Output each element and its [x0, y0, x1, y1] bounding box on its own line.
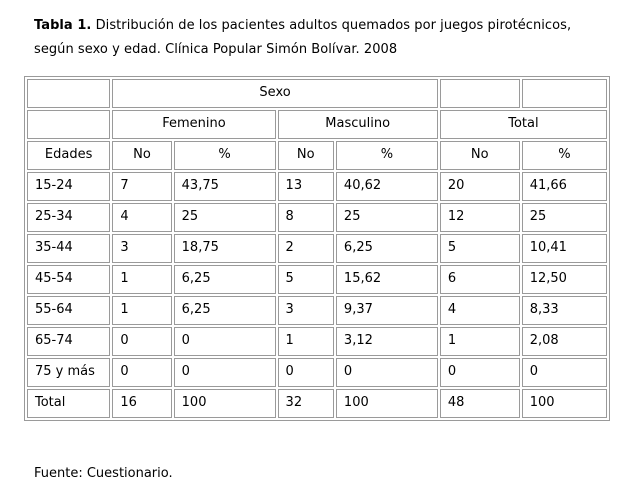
- value-cell: 25: [174, 203, 276, 232]
- value-cell: 32: [278, 389, 334, 418]
- column-header: No: [112, 141, 171, 170]
- value-cell: 100: [336, 389, 438, 418]
- value-cell: 7: [112, 172, 171, 201]
- value-cell: 41,66: [522, 172, 607, 201]
- table-row: [27, 172, 607, 201]
- value-cell: 0: [278, 358, 334, 387]
- age-group-cell: 25-34: [27, 203, 110, 232]
- caption-text: Distribución de los pacientes adultos quemados por juegos pirotécnicos, según sexo y edad. Clínica Popular Simón Bolívar. 2008: [34, 18, 572, 57]
- age-group-cell: 65-74: [27, 327, 110, 356]
- value-cell: 4: [440, 296, 520, 325]
- value-cell: 12,50: [522, 265, 607, 294]
- value-cell: 3,12: [336, 327, 438, 356]
- column-header: No: [278, 141, 334, 170]
- age-group-cell: 55-64: [27, 296, 110, 325]
- value-cell: 25: [336, 203, 438, 232]
- column-header: No: [440, 141, 520, 170]
- value-cell: 0: [440, 358, 520, 387]
- table-row: [27, 327, 607, 356]
- value-cell: 6,25: [174, 265, 276, 294]
- value-cell: 1: [278, 327, 334, 356]
- source-note: Fuente: Cuestionario.: [34, 466, 173, 481]
- header-row-sexo: [27, 79, 607, 108]
- value-cell: 2,08: [522, 327, 607, 356]
- table-caption: [34, 14, 606, 62]
- table-row: [27, 203, 607, 232]
- age-group-cell: 75 y más: [27, 358, 110, 387]
- column-header: %: [174, 141, 276, 170]
- value-cell: 8: [278, 203, 334, 232]
- value-cell: 1: [440, 327, 520, 356]
- value-cell: 5: [278, 265, 334, 294]
- value-cell: 0: [112, 327, 171, 356]
- value-cell: 0: [336, 358, 438, 387]
- value-cell: 0: [174, 358, 276, 387]
- value-cell: 40,62: [336, 172, 438, 201]
- value-cell: 12: [440, 203, 520, 232]
- value-cell: 3: [278, 296, 334, 325]
- value-cell: 2: [278, 234, 334, 263]
- sexo-header: Sexo: [112, 79, 437, 108]
- value-cell: 1: [112, 265, 171, 294]
- value-cell: 48: [440, 389, 520, 418]
- age-group-cell: 15-24: [27, 172, 110, 201]
- value-cell: 15,62: [336, 265, 438, 294]
- column-header: %: [336, 141, 438, 170]
- value-cell: 1: [112, 296, 171, 325]
- empty-header-cell: [522, 79, 607, 108]
- table-row: [27, 358, 607, 387]
- patients-table: [24, 76, 610, 421]
- table-row: [27, 296, 607, 325]
- column-header: Edades: [27, 141, 110, 170]
- table-row: [27, 265, 607, 294]
- value-cell: 20: [440, 172, 520, 201]
- value-cell: 13: [278, 172, 334, 201]
- age-group-cell: 45-54: [27, 265, 110, 294]
- caption-label: Tabla 1.: [34, 18, 92, 33]
- value-cell: 5: [440, 234, 520, 263]
- value-cell: 3: [112, 234, 171, 263]
- value-cell: 0: [174, 327, 276, 356]
- empty-header-cell: [27, 79, 110, 108]
- value-cell: 6,25: [336, 234, 438, 263]
- value-cell: 25: [522, 203, 607, 232]
- value-cell: 8,33: [522, 296, 607, 325]
- column-header: %: [522, 141, 607, 170]
- table-row: [27, 234, 607, 263]
- empty-header-cell: [27, 110, 110, 139]
- total-header: Total: [440, 110, 607, 139]
- value-cell: 0: [522, 358, 607, 387]
- table-row: [27, 389, 607, 418]
- age-group-cell: Total: [27, 389, 110, 418]
- header-row-gender: [27, 110, 607, 139]
- empty-header-cell: [440, 79, 520, 108]
- value-cell: 9,37: [336, 296, 438, 325]
- age-group-cell: 35-44: [27, 234, 110, 263]
- value-cell: 18,75: [174, 234, 276, 263]
- value-cell: 100: [522, 389, 607, 418]
- masculino-header: Masculino: [278, 110, 438, 139]
- value-cell: 16: [112, 389, 171, 418]
- value-cell: 4: [112, 203, 171, 232]
- value-cell: 6,25: [174, 296, 276, 325]
- value-cell: 6: [440, 265, 520, 294]
- value-cell: 10,41: [522, 234, 607, 263]
- value-cell: 0: [112, 358, 171, 387]
- femenino-header: Femenino: [112, 110, 275, 139]
- value-cell: 43,75: [174, 172, 276, 201]
- value-cell: 100: [174, 389, 276, 418]
- header-row-columns: [27, 141, 607, 170]
